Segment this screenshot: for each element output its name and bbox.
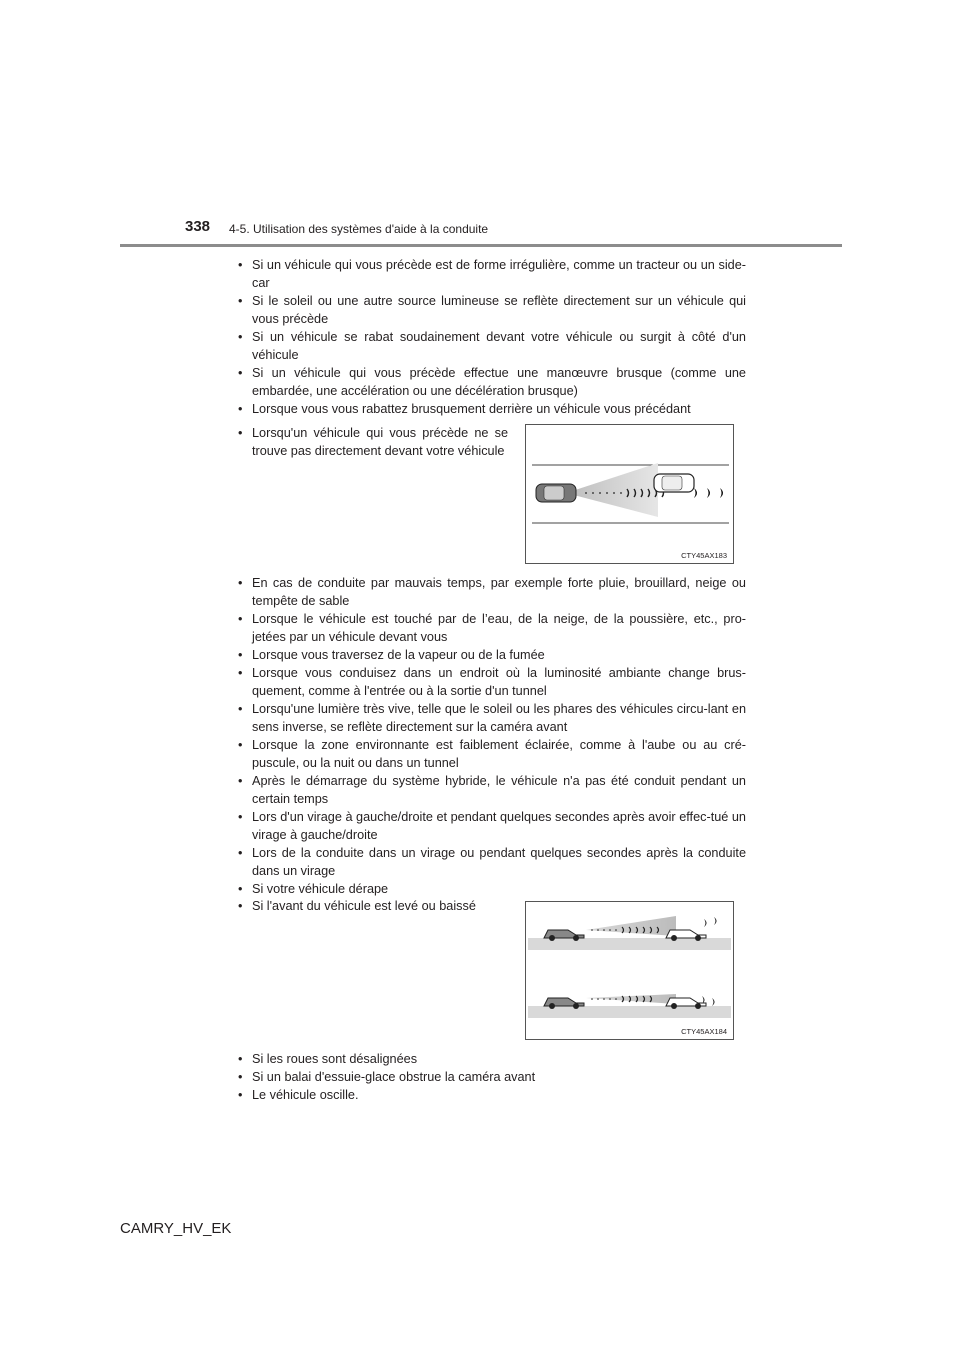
header-rule [120, 244, 842, 247]
figure-code: CTY45AX183 [681, 551, 727, 560]
list-item: • Si un véhicule qui vous précède est de forme irrégulière, comme un tracteur ou un side-car [236, 256, 746, 292]
list-item: • Si un véhicule se rabat soudainement devant votre véhicule ou surgit à côté d'un véhicule [236, 328, 746, 364]
list-item: • Lorsqu'un véhicule qui vous précède ne se trouve pas directement devant votre véhicule [236, 424, 508, 460]
figure-code: CTY45AX184 [681, 1027, 727, 1036]
list-item: • Lorsqu'une lumière très vive, telle que le soleil ou les phares des véhicules circu-lant en sens inverse, se reflète directement sur la caméra avant [236, 700, 746, 736]
bullet-list [236, 256, 746, 418]
list-item: • Lors de la conduite dans un virage ou pendant quelques secondes après la conduite dans un virage [236, 844, 746, 880]
bullet-list [236, 897, 508, 915]
list-item: • Si votre véhicule dérape [236, 880, 746, 898]
bullet-list [236, 1050, 746, 1104]
list-item: • Si un véhicule qui vous précède effectue une manœuvre brusque (comme une embardée, une accélération ou une décélération brusque) [236, 364, 746, 400]
list-item: • Le véhicule oscille. [236, 1086, 746, 1104]
page-number: 338 [185, 218, 211, 235]
list-item: • Après le démarrage du système hybride, le véhicule n'a pas été conduit pendant un certain temps [236, 772, 746, 808]
list-item: • Lorsque vous traversez de la vapeur ou de la fumée [236, 646, 746, 664]
list-item: • Lorsque vous conduisez dans un endroit où la luminosité ambiante change brus-quement, comme à l'entrée ou à la sortie d'un tunnel [236, 664, 746, 700]
list-item: • Si le soleil ou une autre source lumineuse se reflète directement sur un véhicule qui vous précède [236, 292, 746, 328]
figure-vehicle-pitch [525, 901, 734, 1040]
bullet-list [236, 574, 746, 898]
list-item: • Lorsque le véhicule est touché par de l’eau, de la neige, de la poussière, etc., pro-jetées par un véhicule devant vous [236, 610, 746, 646]
list-item: • Lors d'un virage à gauche/droite et pendant quelques secondes après avoir effec-tué un virage à gauche/droite [236, 808, 746, 844]
figure-offset-vehicle [525, 424, 734, 564]
list-item: • Si un balai d'essuie-glace obstrue la caméra avant [236, 1068, 746, 1086]
bullet-list [236, 424, 508, 460]
footer-model: CAMRY_HV_EK [120, 1220, 232, 1237]
list-item: • Si les roues sont désalignées [236, 1050, 746, 1068]
offset-vehicle-illustration [526, 425, 733, 563]
vehicle-pitch-illustration [526, 902, 733, 1039]
list-item: • Lorsque la zone environnante est faiblement éclairée, comme à l'aube ou au cré-puscule, ou la nuit ou dans un tunnel [236, 736, 746, 772]
list-item: • Si l'avant du véhicule est levé ou baissé [236, 897, 508, 915]
list-item: • Lorsque vous vous rabattez brusquement derrière un véhicule vous précédant [236, 400, 746, 418]
list-item: • En cas de conduite par mauvais temps, par exemple forte pluie, brouillard, neige ou tempête de sable [236, 574, 746, 610]
section-title: 4-5. Utilisation des systèmes d'aide à la conduite [229, 222, 489, 236]
